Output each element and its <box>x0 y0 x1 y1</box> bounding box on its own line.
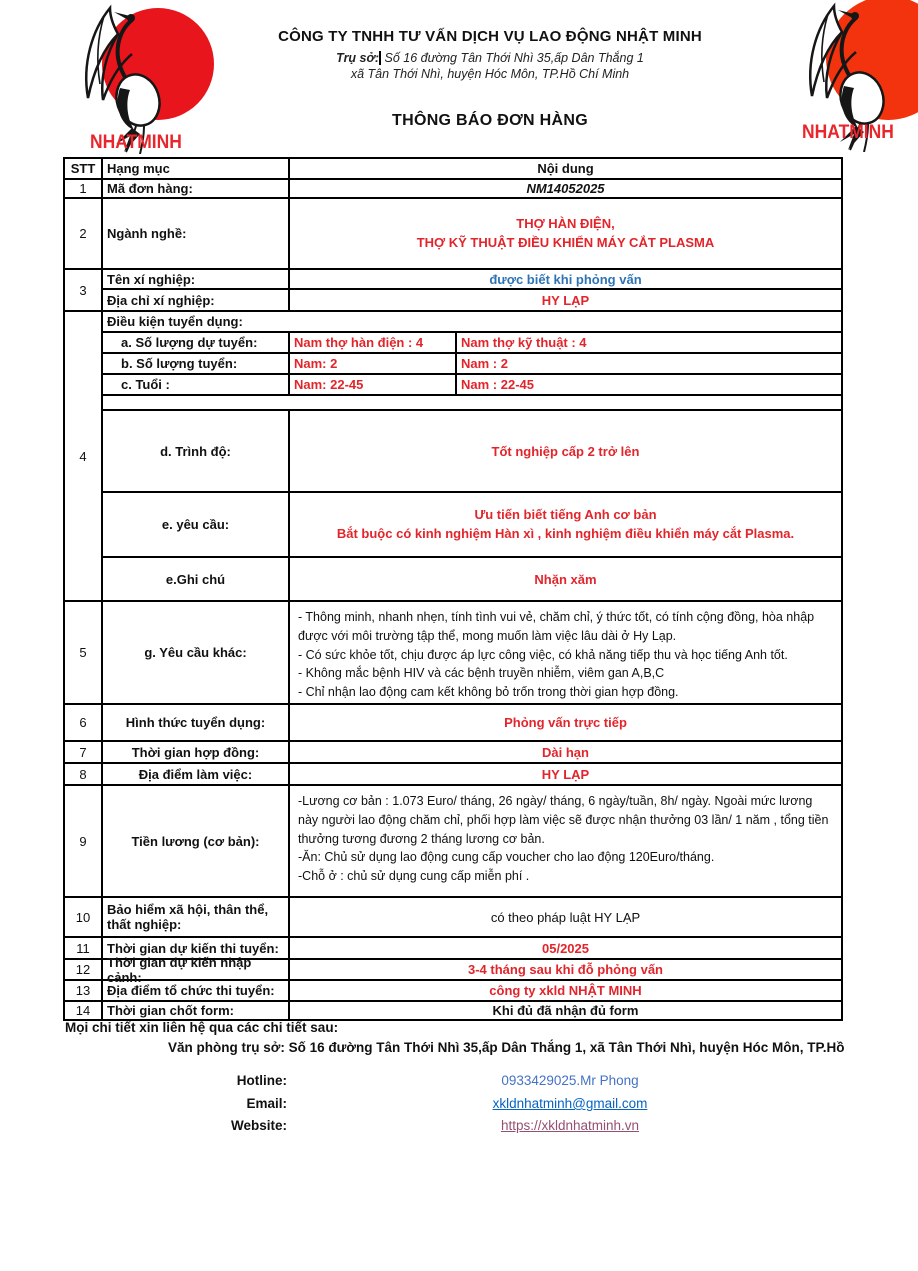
head-office-label: Văn phòng trụ sở: <box>168 1040 285 1055</box>
row-trade <box>65 199 841 270</box>
hired-technicians: Nam : 2 <box>461 355 508 371</box>
order-table <box>63 157 843 1021</box>
website-label: Website: <box>230 1118 287 1133</box>
website-link[interactable]: https://xkldnhatminh.vn <box>500 1118 640 1133</box>
label-cell: c. Tuổi : <box>103 375 290 395</box>
label-cell: e.Ghi chú <box>103 558 290 600</box>
stt-cell: 14 <box>65 1002 103 1019</box>
office-address-line-2: xã Tân Thới Nhì, huyện Hóc Môn, TP.Hồ Chí Minh <box>350 67 630 81</box>
insurance-value: có theo pháp luật HY LẠP <box>490 909 641 925</box>
requirements-value: Ưu tiến biết tiếng Anh cơ bản Bắt buộc có kinh nghiệm Hàn xì , kinh nghiệm điều khiển máy cắt Plasma. <box>336 506 795 541</box>
stt-cell: 10 <box>65 898 103 936</box>
row-education <box>103 411 841 492</box>
work-location-value: HY LẠP <box>541 766 590 782</box>
stt-cell: 13 <box>65 981 103 1000</box>
entry-date-value: 3-4 tháng sau khi đỗ phỏng vấn <box>467 962 663 977</box>
label-cell: b. Số lượng tuyển: <box>103 354 290 373</box>
row-recruitment-conditions <box>65 312 841 602</box>
stt-cell: 6 <box>65 705 103 740</box>
hired-welders: Nam: 2 <box>290 354 457 373</box>
label-cell: e. yêu cầu: <box>103 493 290 557</box>
recruitment-form-value: Phỏng vấn trực tiếp <box>504 715 627 730</box>
email-link[interactable]: xkldnhatminh@gmail.com <box>492 1096 648 1111</box>
row-conditions-head <box>103 312 841 333</box>
col-header-item: Hạng mục <box>103 159 290 178</box>
label-cell: Thời gian dự kiến thi tuyển: <box>103 938 290 958</box>
row-hired <box>103 354 841 375</box>
other-requirements-value: - Thông minh, nhanh nhẹn, tính tình vui vẻ, chăm chỉ, ý thức tốt, có tính cộng đồng, hòa nhập được với môi trường tập thể, mong muốn làm việc lâu dài ở Hy Lạp. - Có sức khỏe tốt, chịu được áp lực công việc, có khả năng tiếp thu và học tiếng Anh tốt. - Không mắc bệnh HIV và các bệnh truyền nhiễm, viêm gan A,B,C - Chỉ nhận lao động cam kết không bỏ trốn trong thời gian hợp đồng. <box>298 610 815 699</box>
salary-value: -Lương cơ bản : 1.073 Euro/ tháng, 26 ngày/ tháng, 6 ngày/tuần, 8h/ ngày. Ngoài mức lương này người lao động chăm chỉ, phối hợp làm việc sẽ được nhận thưởng 03 lần/ 1 năm , tổng tiền thưởng tương đương 2 tháng lương cơ bản. -Ăn: Chủ sử dụng lao động cung cấp voucher cho lao động 120Euro/tháng. -Chỗ ở : chủ sử dụng cung cấp miễn phí . <box>298 794 829 883</box>
row-enterprise-address <box>103 290 841 310</box>
label-cell: Mã đơn hàng: <box>103 180 290 197</box>
conditions-head-label: Điều kiện tuyển dụng: <box>107 313 243 329</box>
row-insurance <box>65 898 841 938</box>
email-link-wrap <box>400 1096 740 1111</box>
row-work-location <box>65 764 841 786</box>
row-applicants <box>103 333 841 354</box>
trade-value: THỢ HÀN ĐIỆN, THỢ KỸ THUẬT ĐIỀU KHIỂN MÁY CẮT PLASMA <box>416 215 715 250</box>
applicants-welders: Nam thợ hàn điện : 4 <box>290 333 457 352</box>
label-cell: Hình thức tuyển dụng: <box>103 705 290 740</box>
row-4-spacer <box>103 396 841 411</box>
applicants-technicians: Nam thợ kỹ thuật : 4 <box>461 334 587 350</box>
head-office-address: Số 16 đường Tân Thới Nhì 35,ấp Dân Thắng 1, xã Tân Thới Nhì, huyện Hóc Môn, TP.Hồ <box>284 1040 845 1055</box>
label-cell: Địa điểm tổ chức thi tuyển: <box>103 981 290 1000</box>
company-name: CÔNG TY TNHH TƯ VẤN DỊCH VỤ LAO ĐỘNG NHẬT MINH <box>278 28 702 45</box>
label-cell: Bảo hiểm xã hội, thân thể, thất nghiệp: <box>103 898 290 936</box>
label-cell: Tiền lương (cơ bản): <box>103 786 290 896</box>
stt-cell: 1 <box>65 180 103 197</box>
form-deadline-value: Khi đủ đã nhận đủ form <box>492 1003 639 1018</box>
row-order-code <box>65 180 841 199</box>
col-header-stt: STT <box>65 159 103 178</box>
label-cell: a. Số lượng dự tuyển: <box>103 333 290 352</box>
row-enterprise-name <box>103 270 841 290</box>
head-office-line <box>168 1040 908 1055</box>
document-title: THÔNG BÁO ĐƠN HÀNG <box>392 112 588 129</box>
stt-cell: 11 <box>65 938 103 958</box>
label-cell: Ngành nghề: <box>103 199 290 268</box>
row-recruitment-form <box>65 705 841 742</box>
row-contract-duration <box>65 742 841 764</box>
stt-cell: 7 <box>65 742 103 762</box>
col-header-content: Nội dung <box>537 161 594 176</box>
hotline-label: Hotline: <box>236 1073 287 1088</box>
label-cell: Thời gian chốt form: <box>103 1002 290 1019</box>
logo-wordmark: NHATMINH <box>90 132 182 153</box>
address-label: Trụ sở: <box>336 51 380 65</box>
enterprise-name-value: được biết khi phỏng vấn <box>489 271 642 287</box>
website-link-wrap <box>400 1118 740 1133</box>
stt-cell: 12 <box>65 960 103 979</box>
row-other-requirements <box>65 602 841 705</box>
letterhead <box>200 28 780 81</box>
age-welders: Nam: 22-45 <box>290 375 457 395</box>
logo-wordmark: NHATMINH <box>802 122 894 143</box>
label-cell: Địa chỉ xí nghiệp: <box>103 290 290 310</box>
notes-value: Nhặn xăm <box>534 571 597 587</box>
label-cell: g. Yêu cầu khác: <box>103 602 290 703</box>
stt-cell: 2 <box>65 199 103 268</box>
exam-date-value: 05/2025 <box>542 940 589 956</box>
label-cell: Tên xí nghiệp: <box>103 270 290 288</box>
label-cell: Thời gian dự kiến nhập cảnh: <box>103 960 290 979</box>
row-age <box>103 375 841 397</box>
nhatminh-logo-right <box>782 0 918 152</box>
enterprise-address-value: HY LẠP <box>541 292 590 308</box>
office-address-line-1: Trụ sở: Số 16 đường Tân Thới Nhì 35,ấp Dân Thắng 1 <box>336 51 644 65</box>
contact-note: Mọi chi tiết xin liên hệ qua các chi tiết sau: <box>65 1020 339 1035</box>
label-cell: d. Trình độ: <box>103 411 290 490</box>
hotline-value: 0933429025.Mr Phong <box>501 1073 639 1088</box>
nhatminh-logo-left <box>58 2 218 154</box>
label-cell: Thời gian hợp đồng: <box>103 742 290 762</box>
stt-cell: 5 <box>65 602 103 703</box>
row-notes <box>103 558 841 600</box>
email-label: Email: <box>246 1096 287 1111</box>
row-salary <box>65 786 841 898</box>
order-code-value: NM14052025 <box>526 181 605 196</box>
stt-cell: 8 <box>65 764 103 784</box>
age-technicians: Nam : 22-45 <box>461 377 534 392</box>
exam-location-value: công ty xkld NHẬT MINH <box>489 983 642 998</box>
row-entry-date <box>65 954 841 985</box>
stt-cell: 9 <box>65 786 103 896</box>
table-header-row <box>65 159 841 180</box>
stt-cell: 3 <box>65 270 103 310</box>
label-cell: Địa điểm làm việc: <box>103 764 290 784</box>
education-value: Tốt nghiệp cấp 2 trở lên <box>491 443 640 459</box>
contract-duration-value: Dài hạn <box>542 744 589 760</box>
row-enterprise <box>65 270 841 312</box>
row-exam-location <box>65 981 841 1002</box>
row-requirements <box>103 493 841 559</box>
stt-cell: 4 <box>65 312 103 600</box>
row-form-deadline <box>65 1002 841 1019</box>
